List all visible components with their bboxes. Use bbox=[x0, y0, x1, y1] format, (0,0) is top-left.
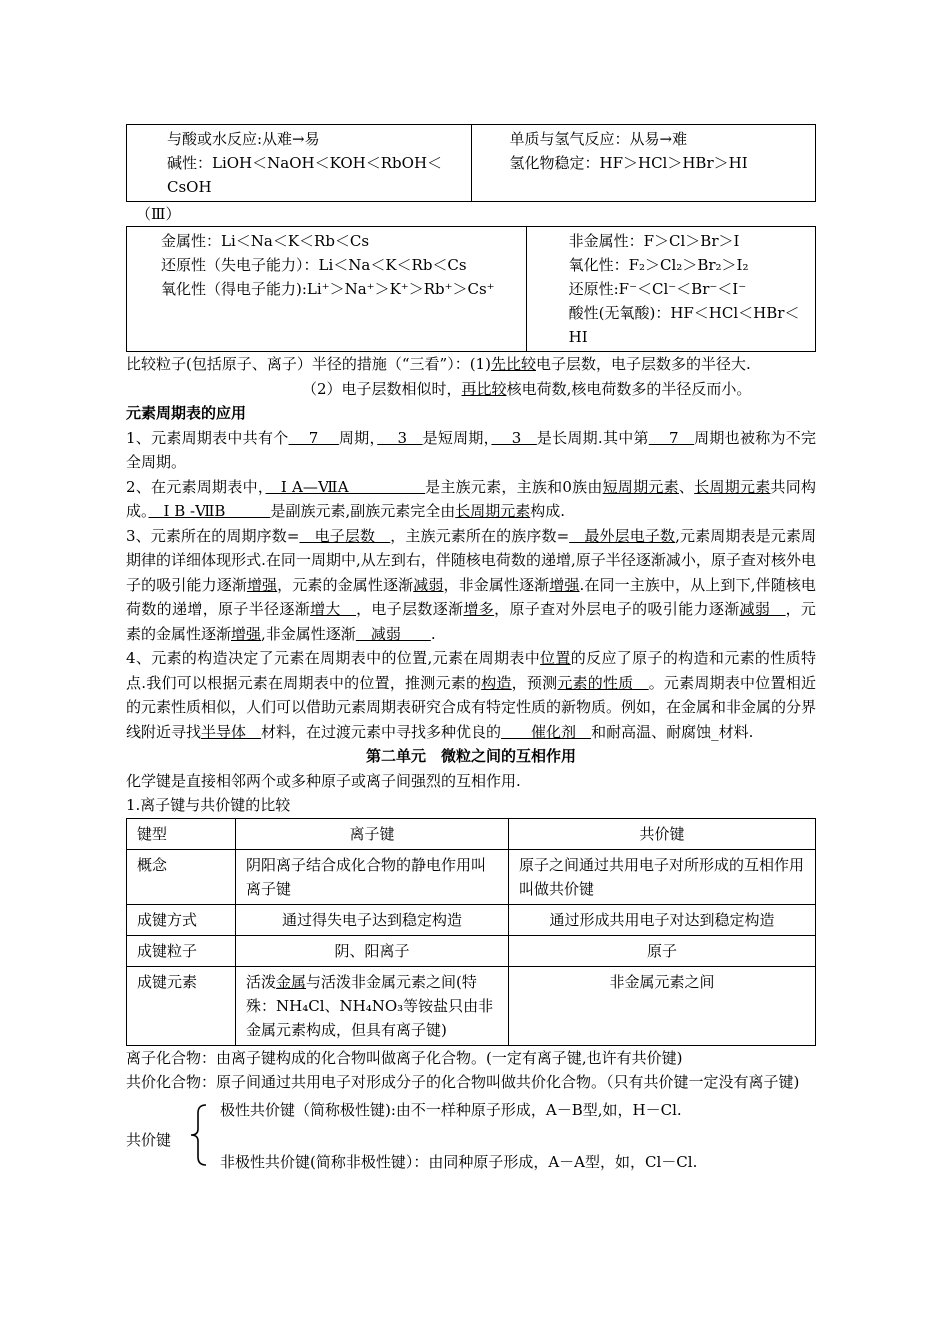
reactivity-table bbox=[126, 124, 816, 202]
halogen-oxidizing: 氧化性：F₂＞Cl₂＞Br₂＞I₂ bbox=[568, 256, 749, 274]
covalent-compound: 共价化合物：原子间通过共用电子对形成分子的化合物叫做共价化合物。（只有共价键一定没有离子键) bbox=[126, 1073, 800, 1091]
alkali-column bbox=[127, 227, 527, 352]
covalent-label: 共价键 bbox=[126, 1130, 172, 1149]
oxidizing-power: 氧化性（得电子能力):Li⁺＞Na⁺＞K⁺＞Rb⁺＞Cs⁺ bbox=[161, 280, 495, 298]
nonmetal-hydrogen: 单质与氢气反应：从易→难 bbox=[509, 130, 688, 148]
table-cell: 非金属元素之间 bbox=[509, 966, 816, 1045]
header-cell: 离子键 bbox=[236, 818, 509, 849]
row-label: 概念 bbox=[127, 849, 236, 904]
reducing-power: 还原性（失电子能力）：Li＜Na＜K＜Rb＜Cs bbox=[161, 256, 467, 274]
table-row bbox=[127, 849, 816, 904]
table-cell: 通过得失电子达到稳定构造 bbox=[236, 904, 509, 935]
nonmetal-trend-cell bbox=[471, 125, 816, 202]
property-table bbox=[126, 226, 816, 352]
table-cell: 原子之间通过共用电子对所形成的互相作用叫做共价键 bbox=[509, 849, 816, 904]
metallicity: 金属性：Li＜Na＜K＜Rb＜Cs bbox=[161, 232, 370, 250]
table-row bbox=[127, 966, 816, 1045]
acidity: 酸性(无氧酸)：HF＜HCl＜HBr＜HI bbox=[568, 304, 800, 346]
nonmetallicity: 非金属性：F＞Cl＞Br＞I bbox=[568, 232, 740, 250]
metal-acid-water: 与酸或水反应:从难→易 bbox=[167, 130, 320, 148]
paragraph-3: 3、元素所在的周期序数= 电子层数 ，主族元素所在的族序数= 最外层电子数,元素周期表是元素周期律的详细体现形式.在同一周期中,从左到右，伴随核电荷数的递增,原子半径逐渐减小，原子查对核外电子的吸引能力逐渐增强，元素的金属性逐渐减弱，非金属性逐渐增强.在同一主族中，从上到下,伴随核电荷数的递增，原子半径逐渐增大 ，电子层数逐渐增多，原子查对外层电子的吸引能力逐渐减弱 ，元素的金属性逐渐增强,非金属性逐渐 减弱 . bbox=[126, 526, 816, 643]
radius-paragraph-2: （2）电子层数相似时，再比较核电荷数,核电荷数多的半径反而小。 bbox=[302, 379, 752, 398]
row-label: 成键元素 bbox=[127, 966, 236, 1045]
left-brace-icon bbox=[188, 1103, 210, 1167]
halogen-column bbox=[526, 227, 815, 352]
comparison-title: 1.离子键与共价键的比较 bbox=[126, 796, 291, 814]
table-cell: 活泼金属与活泼非金属元素之间(特殊：NH₄Cl、NH₄NO₃等铵盐只由非金属元素构成，但具有离子键) bbox=[236, 966, 509, 1045]
table-cell: 阴、阳离子 bbox=[236, 935, 509, 966]
bond-comparison-table bbox=[126, 818, 816, 1046]
header-cell: 共价键 bbox=[509, 818, 816, 849]
table-row bbox=[127, 935, 816, 966]
hydride-stability: 氢化物稳定：HF＞HCl＞HBr＞HI bbox=[509, 154, 748, 172]
header-cell: 键型 bbox=[127, 818, 236, 849]
radius-paragraph: 比较粒子(包括原子、离子）半径的措施（“三看”）：(1)先比较电子层数，电子层数多的半径大. bbox=[126, 355, 751, 373]
section-heading: 元素周期表的应用 bbox=[126, 404, 247, 422]
document-page bbox=[126, 124, 816, 1181]
section-label: （Ⅲ） bbox=[136, 205, 181, 223]
covalent-classification bbox=[126, 1099, 816, 1181]
polar-bond: 极性共价键（简称极性键):由不一样种原子形成，A－B型,如，H－Cl. bbox=[220, 1100, 682, 1119]
table-row bbox=[127, 904, 816, 935]
unit-heading: 第二单元 微粒之间的互相作用 bbox=[365, 747, 576, 765]
paragraph-2: 2、在元素周期表中， Ⅰ A—ⅦA 是主族元素，主族和0族由短周期元素、长周期元素共同构成。 Ⅰ B -ⅦB 是副族元素,副族元素完全由长周期元素构成. bbox=[126, 477, 816, 520]
halide-reducing: 还原性:F⁻＜Cl⁻＜Br⁻＜I⁻ bbox=[568, 280, 747, 298]
table-cell: 通过形成共用电子对达到稳定构造 bbox=[509, 904, 816, 935]
metal-trend-cell bbox=[127, 125, 472, 202]
chemical-bond-definition: 化学键是直接相邻两个或多种原子或离子间强烈的互相作用. bbox=[126, 771, 521, 790]
metal-basicity: 碱性：LiOH＜NaOH＜KOH＜RbOH＜CsOH bbox=[167, 154, 443, 196]
paragraph-4: 4、元素的构造决定了元素在周期表中的位置,元素在周期表中位置的反应了原子的构造和元素的性质特点.我们可以根据元素在周期表中的位置，推测元素的构造，预测元素的性质 。元素周期表中位置相近的元素性质相似，人们可以借助元素周期表研究合成有特定性质的新物质。例如，在金属和非金属的分界线附近寻找半导体 材料，在过渡元素中寻找多种优良的 催化剂 和耐高温、耐腐蚀_材料. bbox=[126, 649, 817, 741]
nonpolar-bond: 非极性共价键(简称非极性键）：由同种原子形成，A－A型，如，Cl－Cl. bbox=[220, 1152, 698, 1171]
paragraph-1: 1、元素周期表中共有个 7 周期， 3 是短周期， 3 是长周期.其中第 7 周期也被称为不完全周期。 bbox=[126, 428, 817, 471]
row-label: 成键粒子 bbox=[127, 935, 236, 966]
underline: 先比较 bbox=[490, 355, 536, 373]
table-cell: 阴阳离子结合成化合物的静电作用叫离子键 bbox=[236, 849, 509, 904]
row-label: 成键方式 bbox=[127, 904, 236, 935]
ionic-compound: 离子化合物：由离子键构成的化合物叫做离子化合物。(一定有离子键,也许有共价键) bbox=[126, 1048, 683, 1067]
table-cell: 原子 bbox=[509, 935, 816, 966]
table-header-row bbox=[127, 818, 816, 849]
